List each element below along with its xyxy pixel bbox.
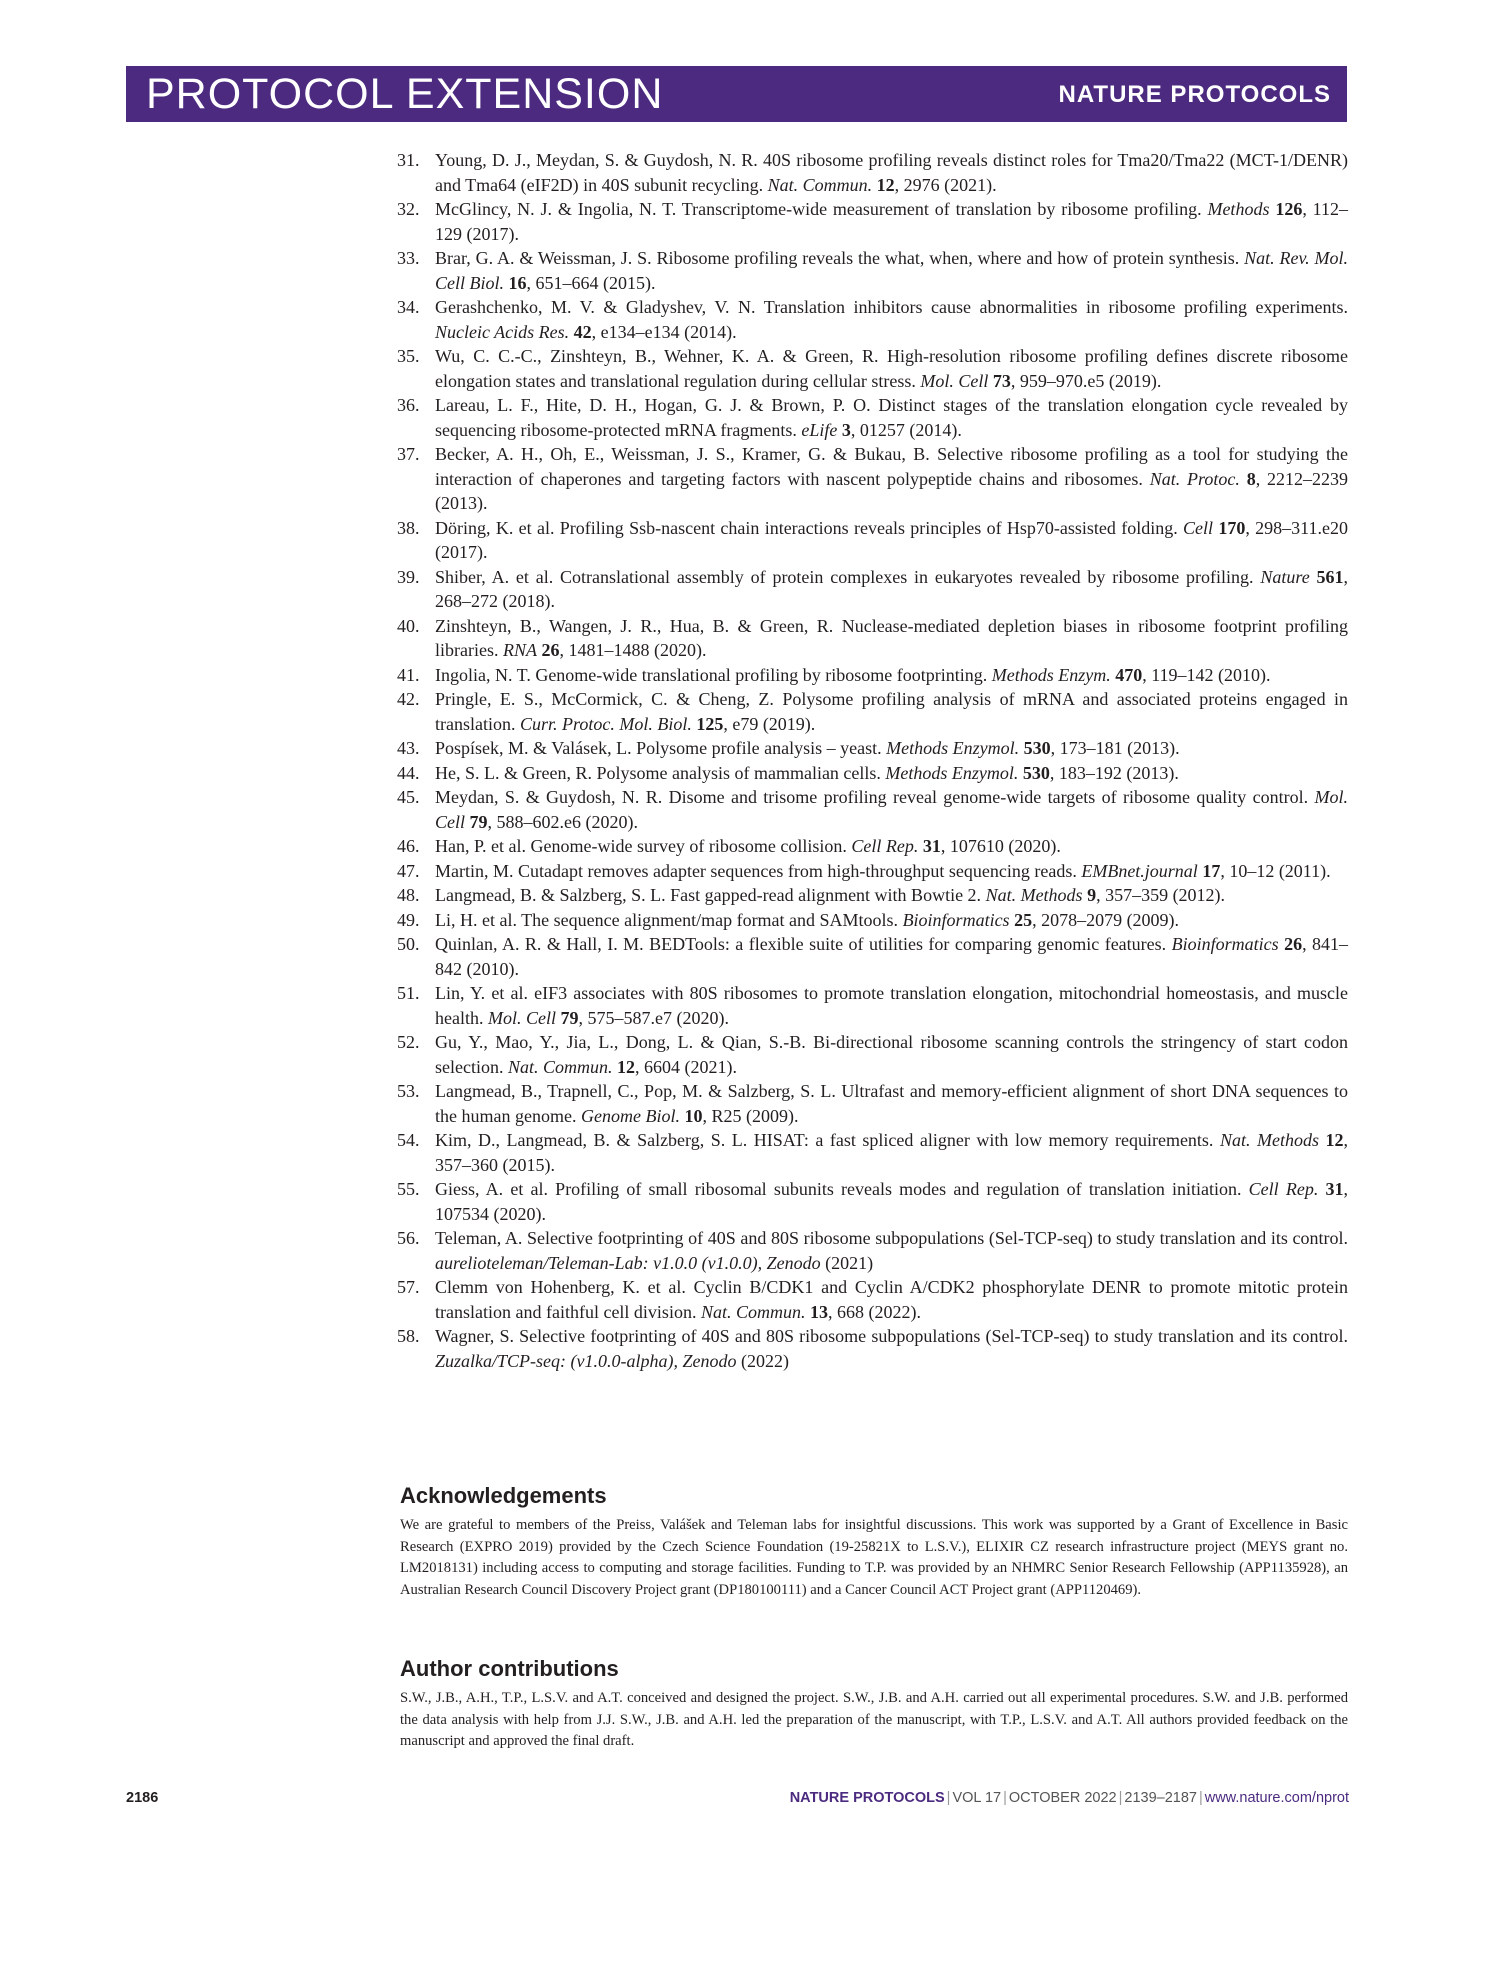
footer-url-link[interactable]: www.nature.com/nprot xyxy=(1204,1790,1349,1806)
reference-number: 48. xyxy=(397,885,420,905)
footer-volume: VOL 17 xyxy=(952,1790,1002,1806)
reference-journal: Methods xyxy=(1207,199,1270,219)
reference-text: Young, D. J., Meydan, S. & Guydosh, N. R. 40S ribosome profiling reveals distinct roles for Tma20/Tma22 (MCT-1/DENR) and Tma64 (eIF2D) in 40S subunit recycling. xyxy=(435,150,1348,195)
reference-item xyxy=(397,516,1348,565)
header-banner xyxy=(126,66,1347,122)
reference-number: 42. xyxy=(397,689,420,709)
reference-text: , e79 (2019). xyxy=(723,713,816,734)
reference-text: , 173–181 (2013). xyxy=(1050,738,1180,758)
reference-text: Langmead, B., Trapnell, C., Pop, M. & Salzberg, S. L. Ultrafast and memory-efficient alignment of short DNA sequences to the human genome. xyxy=(435,1081,1348,1126)
reference-text: , 119–142 (2010). xyxy=(1142,664,1271,685)
reference-journal: Mol. Cell xyxy=(435,787,1348,832)
reference-text xyxy=(1310,567,1317,587)
reference-volume: 26 xyxy=(541,640,560,660)
reference-text: , 668 (2022). xyxy=(827,1301,921,1322)
reference-volume: 530 xyxy=(1022,762,1050,783)
reference-text xyxy=(1318,1179,1325,1199)
reference-number: 47. xyxy=(397,860,420,881)
reference-text: Wu, C. C.-C., Zinshteyn, B., Wehner, K. A. & Green, R. High-resolution ribosome profiling defines discrete ribosome elongation states and translational regulation during cellular stress. xyxy=(435,346,1348,391)
reference-number: 37. xyxy=(397,444,420,464)
author-contributions-section xyxy=(400,1655,1348,1753)
reference-volume: 125 xyxy=(696,713,724,734)
author-contributions-heading: Author contributions xyxy=(400,1656,619,1681)
reference-text: Brar, G. A. & Weissman, J. S. Ribosome profiling reveals the what, when, where and how of protein synthesis. xyxy=(435,248,1245,268)
reference-number: 34. xyxy=(397,297,420,317)
reference-text: , 1481–1488 (2020). xyxy=(559,640,707,660)
reference-text: Pringle, E. S., McCormick, C. & Cheng, Z. Polysome profiling analysis of mRNA and associated proteins engaged in translation. xyxy=(435,689,1348,734)
reference-volume: 9 xyxy=(1087,885,1097,905)
reference-text: Langmead, B. & Salzberg, S. L. Fast gapped-read alignment with Bowtie 2. xyxy=(435,885,986,905)
reference-item xyxy=(397,1177,1348,1226)
reference-item xyxy=(397,1030,1348,1079)
author-contributions-text: S.W., J.B., A.H., T.P., L.S.V. and A.T. conceived and designed the project. S.W., J.B. and A.H. carried out all experimental procedures. S.W. and J.B. performed the data analysis with help from J.J. S.W., J.B. and A.H. led the preparation of the manuscript, with T.P., L.S.V. and A.T. All authors provided feedback on the manuscript and approved the final draft. xyxy=(400,1690,1348,1749)
reference-number: 53. xyxy=(397,1081,420,1101)
reference-text: , 2976 (2021). xyxy=(894,174,997,195)
footer-separator: | xyxy=(946,1790,951,1806)
footer-separator: | xyxy=(1118,1790,1123,1806)
reference-journal: Methods Enzymol. xyxy=(885,762,1019,783)
footer-separator: | xyxy=(1003,1790,1007,1806)
acknowledgements-section xyxy=(400,1482,1348,1601)
reference-journal: Nat. Rev. Mol. Cell Biol. xyxy=(435,248,1349,293)
reference-text: Martin, M. Cutadapt removes adapter sequences from high-throughput sequencing reads. xyxy=(435,860,1082,881)
reference-number: 33. xyxy=(397,248,420,268)
reference-number: 31. xyxy=(397,150,420,170)
reference-number: 49. xyxy=(397,909,420,930)
reference-volume: 170 xyxy=(1218,517,1246,538)
reference-text: Li, H. et al. The sequence alignment/map format and SAMtools. xyxy=(435,909,903,930)
reference-number: 50. xyxy=(397,934,420,954)
footer-separator: | xyxy=(1198,1790,1203,1806)
reference-number: 57. xyxy=(397,1277,420,1297)
reference-volume: 470 xyxy=(1115,664,1143,685)
reference-text: Becker, A. H., Oh, E., Weissman, J. S., Kramer, G. & Bukau, B. Selective ribosome profiling as a tool for studying the interaction of chaperones and targeting factors with nascent polypeptide chains and ribosomes. xyxy=(435,444,1348,489)
reference-text: Quinlan, A. R. & Hall, I. M. BEDTools: a flexible suite of utilities for comparing genomic features. xyxy=(435,934,1172,954)
reference-text: , 107610 (2020). xyxy=(940,836,1061,856)
reference-text: , 959–970.e5 (2019). xyxy=(1010,370,1162,391)
reference-number: 32. xyxy=(397,199,420,219)
reference-volume: 561 xyxy=(1316,566,1344,587)
reference-number: 44. xyxy=(397,762,420,783)
reference-journal: Mol. Cell xyxy=(920,370,989,391)
reference-text: , 298–311.e20 (2017). xyxy=(435,517,1349,562)
reference-item xyxy=(397,932,1348,981)
acknowledgements-text: We are grateful to members of the Preiss, Valášek and Teleman labs for insightful discussions. This work was supported by a Grant of Excellence in Basic Research (EXPRO 2019) provided by the Czech Science Foundation (19-25821X to L.S.V.), ELIXIR CZ research infrastructure project (MEYS grant no. LM2018131) including access to computing and storage facilities. Funding to T.P. was provided by an NHMRC Senior Research Fellowship (APP1135928), an Australian Research Council Discovery Project grant (DP180100111) and a Cancer Council ACT Project grant (APP1120469). xyxy=(400,1517,1348,1598)
reference-text: Ingolia, N. T. Genome-wide translational profiling by ribosome footprinting. xyxy=(435,664,992,685)
reference-number: 45. xyxy=(397,787,420,807)
reference-text: , 357–360 (2015). xyxy=(435,1130,1349,1175)
reference-item xyxy=(397,663,1348,688)
reference-text: , 2212–2239 (2013). xyxy=(435,468,1349,513)
reference-journal: EMBnet.journal xyxy=(1081,860,1198,881)
reference-text: Lareau, L. F., Hite, D. H., Hogan, G. J. & Brown, P. O. Distinct stages of the translation elongation cycle revealed by sequencing ribosome-protected mRNA fragments. xyxy=(435,395,1348,440)
reference-volume: 25 xyxy=(1014,909,1033,930)
footer-citation xyxy=(790,1789,1349,1807)
reference-volume: 31 xyxy=(1325,1179,1344,1199)
reference-text: Kim, D., Langmead, B. & Salzberg, S. L. HISAT: a fast spliced aligner with low memory requirements. xyxy=(435,1130,1220,1150)
reference-item xyxy=(397,785,1348,834)
reference-item xyxy=(397,1275,1348,1324)
reference-journal: Bioinformatics xyxy=(902,909,1010,930)
reference-item xyxy=(397,1128,1348,1177)
reference-number: 39. xyxy=(397,566,420,587)
reference-text: , 10–12 (2011). xyxy=(1220,860,1331,881)
reference-text: Zinshteyn, B., Wangen, J. R., Hua, B. & Green, R. Nuclease-mediated depletion biases in ribosome footprint profiling libraries. xyxy=(435,615,1348,660)
reference-journal: Genome Biol. xyxy=(580,1105,680,1126)
reference-text: Meydan, S. & Guydosh, N. R. Disome and trisome profiling reveal genome-wide targets of ribosome quality control. xyxy=(435,787,1315,807)
reference-text: , 2078–2079 (2009). xyxy=(1032,909,1180,930)
reference-volume: 79 xyxy=(469,811,488,832)
reference-journal: eLife xyxy=(801,419,838,440)
reference-item xyxy=(397,761,1348,786)
reference-text: , 651–664 (2015). xyxy=(526,272,656,293)
reference-text: , e134–e134 (2014). xyxy=(591,321,737,342)
reference-journal: Cell xyxy=(1183,517,1214,538)
reference-volume: 16 xyxy=(508,272,527,293)
reference-text: Teleman, A. Selective footprinting of 40S and 80S ribosome subpopulations (Sel-TCP-seq) to study translation and its control. xyxy=(435,1228,1348,1248)
reference-number: 40. xyxy=(397,615,420,636)
reference-journal: Cell Rep. xyxy=(1248,1179,1319,1199)
reference-volume: 12 xyxy=(876,174,895,195)
reference-volume: 10 xyxy=(684,1105,703,1126)
reference-item xyxy=(397,908,1348,933)
page-number: 2186 xyxy=(126,1790,159,1806)
reference-text: , 575–587.e7 (2020). xyxy=(578,1007,729,1028)
reference-volume: 17 xyxy=(1202,860,1221,881)
footer-journal: NATURE PROTOCOLS xyxy=(789,1790,945,1806)
reference-text: Gu, Y., Mao, Y., Jia, L., Dong, L. & Qian, S.-B. Bi-directional ribosome scanning controls the stringency of start codon selection. xyxy=(435,1032,1348,1077)
reference-volume: 8 xyxy=(1246,468,1256,489)
reference-text: Shiber, A. et al. Cotranslational assembly of protein complexes in eukaryotes revealed by ribosome profiling. xyxy=(435,566,1261,587)
reference-journal: Methods Enzym. xyxy=(991,664,1111,685)
reference-number: 52. xyxy=(397,1032,420,1052)
reference-item xyxy=(397,736,1348,761)
reference-number: 58. xyxy=(397,1326,420,1346)
reference-journal: Nat. Commun. xyxy=(700,1301,806,1322)
reference-journal: Mol. Cell xyxy=(487,1007,556,1028)
footer-pages: 2139–2187 xyxy=(1124,1790,1197,1806)
reference-volume: 530 xyxy=(1023,738,1051,758)
reference-volume: 73 xyxy=(992,370,1011,391)
reference-text: (2021) xyxy=(820,1252,874,1273)
reference-journal: Nat. Methods xyxy=(1219,1130,1319,1150)
reference-text: , 268–272 (2018). xyxy=(435,566,1349,611)
reference-number: 51. xyxy=(397,983,420,1003)
reference-journal: Bioinformatics xyxy=(1171,934,1279,954)
reference-text: , 112–129 (2017). xyxy=(435,199,1348,244)
reference-journal: Nat. Commun. xyxy=(767,174,873,195)
reference-item xyxy=(397,1226,1348,1275)
reference-item xyxy=(397,834,1348,859)
reference-text: Lin, Y. et al. eIF3 associates with 80S ribosomes to promote translation elongation, mitochondrial homeostasis, and muscle health. xyxy=(435,983,1348,1028)
reference-volume: 12 xyxy=(1325,1130,1344,1150)
reference-text: Han, P. et al. Genome-wide survey of ribosome collision. xyxy=(435,836,852,856)
reference-volume: 31 xyxy=(922,836,941,856)
reference-item xyxy=(397,1324,1348,1373)
reference-number: 38. xyxy=(397,517,420,538)
reference-journal: Nat. Protoc. xyxy=(1149,468,1240,489)
reference-item xyxy=(397,614,1348,663)
reference-item xyxy=(397,883,1348,908)
reference-item xyxy=(397,1079,1348,1128)
reference-volume: 26 xyxy=(1284,934,1303,954)
reference-journal: Methods Enzymol. xyxy=(886,738,1020,758)
reference-number: 43. xyxy=(397,738,420,758)
reference-volume: 126 xyxy=(1275,199,1303,219)
reference-item xyxy=(397,197,1348,246)
section-title: PROTOCOL EXTENSION xyxy=(146,70,664,118)
reference-item xyxy=(397,344,1348,393)
reference-volume: 13 xyxy=(809,1301,828,1322)
reference-text: Gerashchenko, M. V. & Gladyshev, V. N. Translation inhibitors cause abnormalities in ribosome profiling experiments. xyxy=(435,297,1348,317)
reference-journal: Curr. Protoc. Mol. Biol. xyxy=(519,713,692,734)
reference-item xyxy=(397,442,1348,516)
reference-journal: Nat. Methods xyxy=(985,885,1083,905)
reference-number: 55. xyxy=(397,1179,420,1199)
reference-item xyxy=(397,687,1348,736)
reference-text: , 01257 (2014). xyxy=(850,419,962,440)
reference-item xyxy=(397,565,1348,614)
reference-text: Giess, A. et al. Profiling of small ribosomal subunits reveals modes and regulation of translation initiation. xyxy=(435,1179,1249,1199)
reference-number: 46. xyxy=(397,836,420,856)
reference-text: , 183–192 (2013). xyxy=(1049,762,1179,783)
reference-number: 41. xyxy=(397,664,420,685)
reference-text: , 6604 (2021). xyxy=(635,1056,737,1077)
reference-text: , 107534 (2020). xyxy=(435,1179,1349,1224)
reference-text: Pospísek, M. & Valásek, L. Polysome profile analysis – yeast. xyxy=(435,738,887,758)
reference-volume: 3 xyxy=(841,419,851,440)
reference-item xyxy=(397,981,1348,1030)
reference-journal: aurelioteleman/Teleman-Lab: v1.0.0 (v1.0.0), Zenodo xyxy=(435,1252,821,1273)
reference-text: , 588–602.e6 (2020). xyxy=(487,811,638,832)
reference-journal: Cell Rep. xyxy=(851,836,919,856)
reference-item xyxy=(397,295,1348,344)
reference-text: Clemm von Hohenberg, K. et al. Cyclin B/CDK1 and Cyclin A/CDK2 phosphorylate DENR to promote mitotic protein translation and faithful cell division. xyxy=(435,1277,1348,1322)
acknowledgements-heading: Acknowledgements xyxy=(400,1483,607,1508)
reference-item xyxy=(397,148,1348,197)
reference-text: Döring, K. et al. Profiling Ssb-nascent chain interactions reveals principles of Hsp70-assisted folding. xyxy=(435,517,1184,538)
reference-text: , 357–359 (2012). xyxy=(1096,885,1226,905)
reference-journal: RNA xyxy=(502,640,537,660)
reference-list xyxy=(397,148,1348,1373)
reference-text: Wagner, S. Selective footprinting of 40S and 80S ribosome subpopulations (Sel-TCP-seq) to study translation and its control. xyxy=(435,1326,1348,1346)
reference-volume: 12 xyxy=(617,1056,635,1077)
reference-journal: Nucleic Acids Res. xyxy=(435,321,570,342)
reference-item xyxy=(397,393,1348,442)
reference-journal: Zuzalka/TCP-seq: (v1.0.0-alpha), Zenodo xyxy=(435,1350,737,1371)
reference-text: He, S. L. & Green, R. Polysome analysis of mammalian cells. xyxy=(435,762,886,783)
reference-number: 36. xyxy=(397,395,420,415)
reference-number: 35. xyxy=(397,346,420,366)
reference-item xyxy=(397,859,1348,884)
reference-journal: Nat. Commun. xyxy=(507,1056,613,1077)
reference-item xyxy=(397,246,1348,295)
footer-date: OCTOBER 2022 xyxy=(1008,1790,1117,1806)
reference-text: , R25 (2009). xyxy=(702,1105,799,1126)
reference-volume: 42 xyxy=(573,321,592,342)
journal-name: NATURE PROTOCOLS xyxy=(1058,81,1331,108)
reference-number: 56. xyxy=(397,1228,420,1248)
reference-number: 54. xyxy=(397,1130,420,1150)
reference-text: McGlincy, N. J. & Ingolia, N. T. Transcriptome-wide measurement of translation by ribosome profiling. xyxy=(435,199,1208,219)
reference-text xyxy=(1240,469,1247,489)
reference-text: , 841–842 (2010). xyxy=(435,934,1349,979)
reference-journal: Nature xyxy=(1260,566,1310,587)
reference-volume: 79 xyxy=(560,1007,579,1028)
reference-text: (2022) xyxy=(736,1350,789,1371)
